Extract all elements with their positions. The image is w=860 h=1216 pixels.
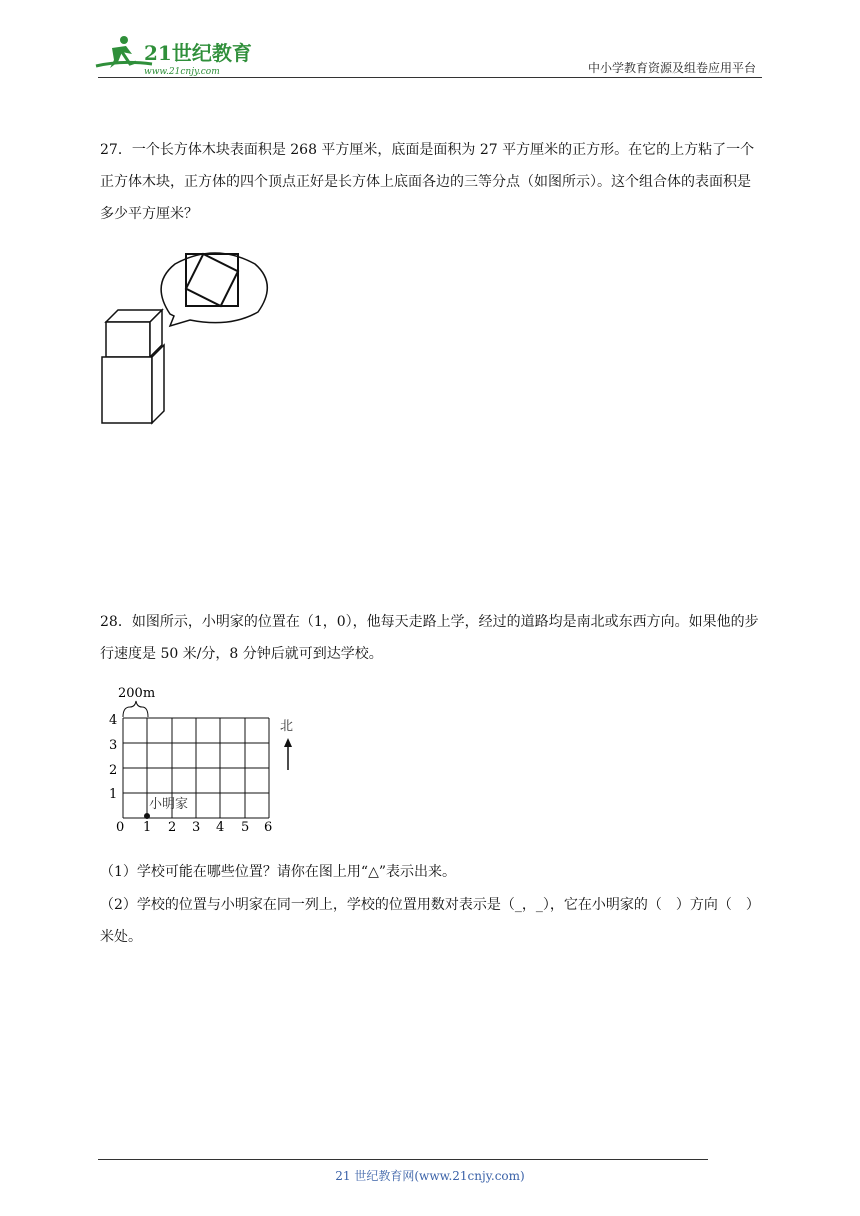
cube-block: [106, 310, 162, 357]
header-divider: [98, 77, 762, 78]
x-label: 5: [241, 820, 250, 835]
footer-text: 21 世纪教育网(www.21cnjy.com): [335, 1169, 525, 1183]
home-point: [144, 813, 150, 819]
y-label: 3: [109, 738, 118, 753]
site-logo: [92, 30, 262, 80]
question-27-text: 27．一个长方体木块表面积是 268 平方厘米，底面是面积为 27 平方厘米的正方形。在它的上方粘了一个正方体木块，正方体的四个顶点正好是长方体上底面各边的三等分点（如图所示）。这个组合体的表面积是多少平方厘米？: [100, 142, 755, 222]
x-label: 6: [264, 820, 273, 835]
x-label: 2: [168, 820, 177, 835]
home-label: 小明家: [149, 797, 189, 812]
x-label: 0: [116, 820, 125, 835]
question-28-part-2: （2）学校的位置与小明家在同一列上，学校的位置用数对表示是（_，_），它在小明家的（ ）方向（ ）米处。: [100, 897, 760, 945]
question-28-text: 28．如图所示，小明家的位置在（1，0），他每天走路上学，经过的道路均是南北或东西方向。如果他的步行速度是 50 米/分，8 分钟后就可到达学校。: [100, 614, 759, 662]
north-arrow-icon: [284, 738, 292, 770]
scale-brace: [123, 701, 148, 717]
y-label: 4: [109, 713, 118, 728]
speech-bubble: [161, 253, 267, 326]
y-label: 1: [109, 787, 118, 802]
x-label: 1: [143, 820, 152, 835]
north-label: 北: [280, 719, 294, 734]
grid-lines: [123, 718, 269, 818]
footer-divider: [98, 1159, 708, 1160]
platform-name: 中小学教育资源及组卷应用平台: [587, 61, 756, 75]
logo-text: 21世纪教育: [144, 41, 252, 65]
x-label: 4: [216, 820, 225, 835]
logo-url: www.21cnjy.com: [144, 67, 220, 77]
coordinate-grid-figure: [100, 680, 320, 844]
question-27-figure: [100, 244, 280, 433]
x-label: 3: [192, 820, 201, 835]
y-label: 2: [109, 763, 118, 778]
question-28-part-1: （1）学校可能在哪些位置？请你在图上用“△”表示出来。: [100, 864, 456, 880]
cuboid-block: [102, 345, 164, 423]
scale-label: 200m: [118, 686, 156, 701]
